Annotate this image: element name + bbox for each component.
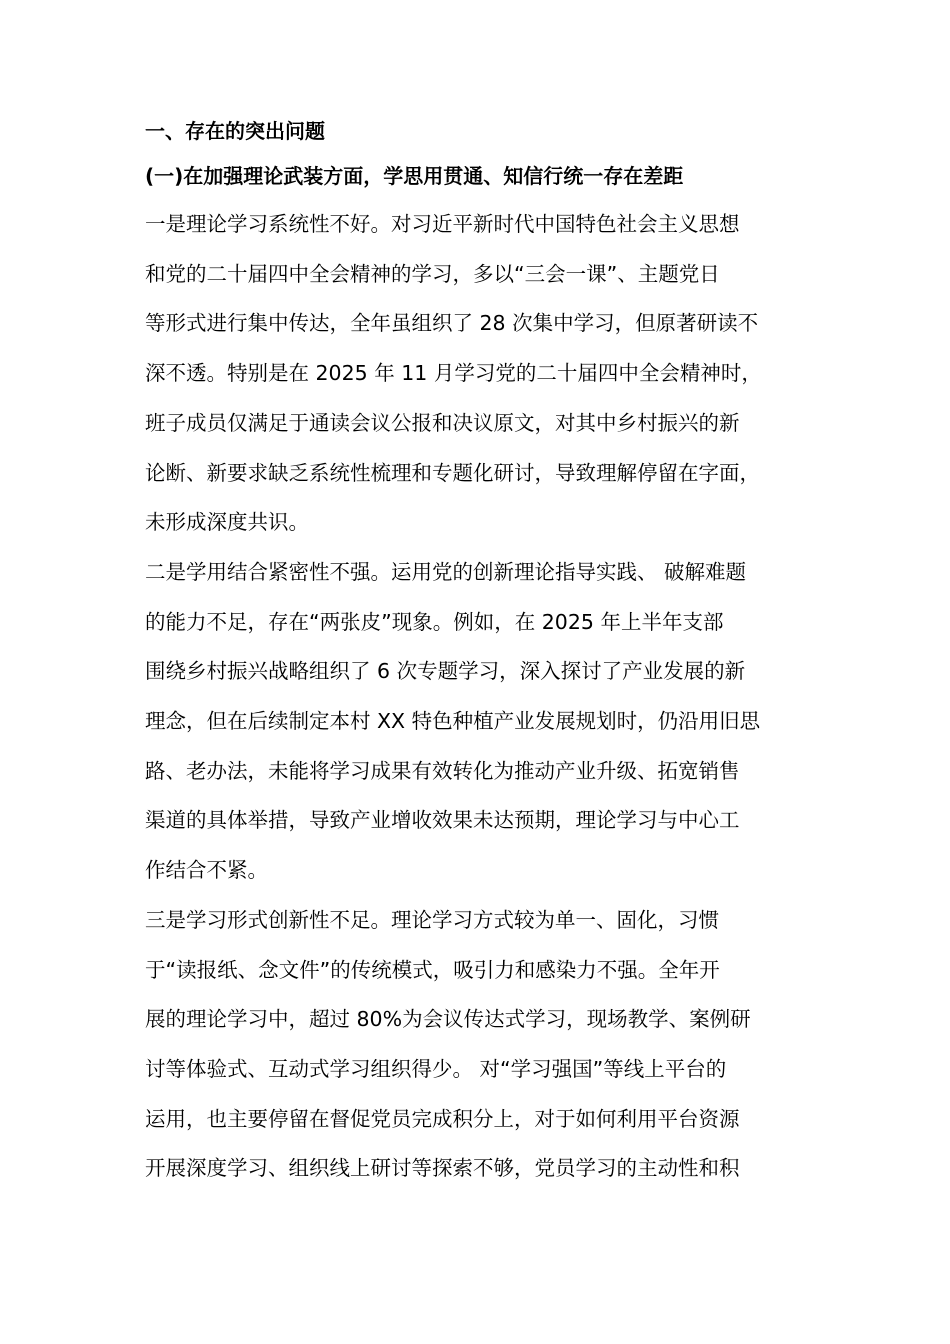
paragraph-line: 运用，也主要停留在督促党员完成积分上，对于如何利用平台资源 (145, 1106, 740, 1131)
paragraph-line: 一是理论学习系统性不好。对习近平新时代中国特色社会主义思想 (145, 212, 740, 236)
paragraph-line: 理念，但在后续制定本村 XX 特色种植产业发展规划时，仍沿用旧思 (145, 709, 761, 734)
paragraph-line: 讨等体验式、互动式学习组织得少。 对“学习强国”等线上平台的 (145, 1056, 727, 1081)
section-heading: 一、存在的突出问题 (145, 119, 325, 143)
paragraph-line: 渠道的具体举措，导致产业增收效果未达预期，理论学习与中心工 (145, 808, 740, 833)
paragraph-line: 二是学用结合紧密性不强。运用党的创新理论指导实践、 破解难题 (145, 559, 747, 584)
paragraph-line: 等形式进行集中传达，全年虽组织了 28 次集中学习，但原著研读不 (145, 311, 759, 336)
document-body (145, 118, 825, 1194)
paragraph-line: 和党的二十届四中全会精神的学习，多以“三会一课”、主题党日 (145, 261, 720, 286)
paragraph-2 (145, 548, 825, 896)
paragraph-line: 深不透。特别是在 2025 年 11 月学习党的二十届四中全会精神时， (145, 361, 762, 386)
paragraph-line: 作结合不紧。 (145, 858, 268, 883)
subsection-heading: (一)在加强理论武装方面，学思用贯通、知信行统一存在差距 (145, 164, 684, 188)
paragraph-line: 未形成深度共识。 (145, 510, 309, 535)
paragraph-line: 班子成员仅满足于通读会议公报和决议原文，对其中乡村振兴的新 (145, 410, 740, 435)
paragraph-line: 的能力不足，存在“两张皮”现象。例如，在 2025 年上半年支部 (145, 609, 724, 634)
paragraph-line: 论断、新要求缺乏系统性梳理和专题化研讨，导致理解停留在字面， (145, 460, 760, 485)
paragraph-1 (145, 200, 825, 548)
paragraph-line: 于“读报纸、念文件”的传统模式，吸引力和感染力不强。全年开 (145, 957, 720, 982)
paragraph-line: 展的理论学习中，超过 80%为会议传达式学习，现场教学、案例研 (145, 1007, 751, 1032)
paragraph-line: 路、老办法，未能将学习成果有效转化为推动产业升级、拓宽销售 (145, 758, 740, 783)
paragraph-line: 围绕乡村振兴战略组织了 6 次专题学习，深入探讨了产业发展的新 (145, 659, 746, 684)
paragraph-line: 三是学习形式创新性不足。理论学习方式较为单一、固化，习惯 (145, 907, 719, 932)
paragraph-3 (145, 896, 825, 1194)
paragraph-line: 开展深度学习、组织线上研讨等探索不够，党员学习的主动性和积 (145, 1156, 740, 1181)
